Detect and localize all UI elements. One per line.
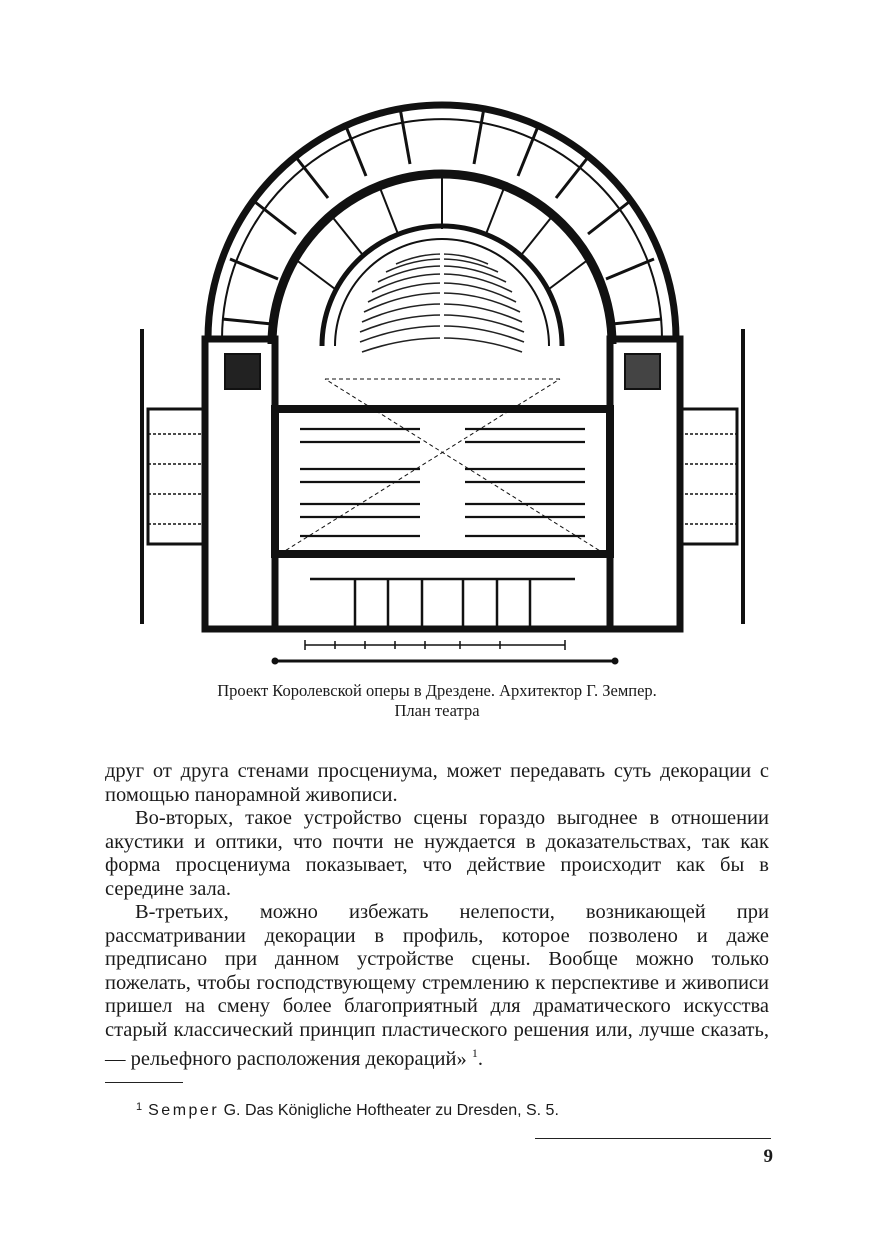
figure-caption-line-1: Проект Королевской оперы в Дрездене. Архитектор Г. Земпер. <box>217 681 657 700</box>
footnote-reference[interactable]: 1 <box>471 1046 478 1060</box>
footnote-text: G. Das Königliche Hoftheater zu Dresden, S. 5. <box>223 1102 559 1119</box>
plan-scale-bar <box>272 640 618 664</box>
footnote-marker: 1 <box>136 1101 143 1113</box>
plan-auditorium-seating <box>360 244 524 359</box>
paragraph-1: друг от друга стенами просцениума, может передавать суть декорации с помощью панорамной живописи. <box>105 760 769 806</box>
plan-side-wings <box>142 329 743 629</box>
plan-stage <box>275 379 610 554</box>
page-number: 9 <box>763 1146 773 1167</box>
footnote-divider <box>105 1082 183 1083</box>
figure-caption <box>110 681 764 721</box>
page-number-divider <box>535 1138 771 1139</box>
body-text <box>105 760 769 1071</box>
paragraph-3: В-третьих, можно избежать нелепости, возникающей при рассматривании декорации в профиль, которое позволено и даже предписано при данном устройстве сцены. Вообще можно только пожелать, чтобы господствующему стремлению к перспективе и живописи пришел на смену более благоприятный для драматического искусства старый классический принцип пластического решения или, лучше сказать, — рельефного расположения декораций» $^1$. <box>105 901 769 1070</box>
theatre-floor-plan <box>130 84 755 674</box>
footnote <box>136 1097 736 1121</box>
plan-rear-rooms <box>275 554 610 629</box>
figure-caption-line-2: План театра <box>394 701 480 720</box>
paragraph-2: Во-вторых, такое устройство сцены гораздо выгоднее в отношении акустики и оптики, что почти не нуждается в доказательствах, так как форма просцениума показывает, что действие происходит как бы в середине зала. <box>105 807 769 900</box>
footnote-author: Semper <box>148 1102 220 1119</box>
